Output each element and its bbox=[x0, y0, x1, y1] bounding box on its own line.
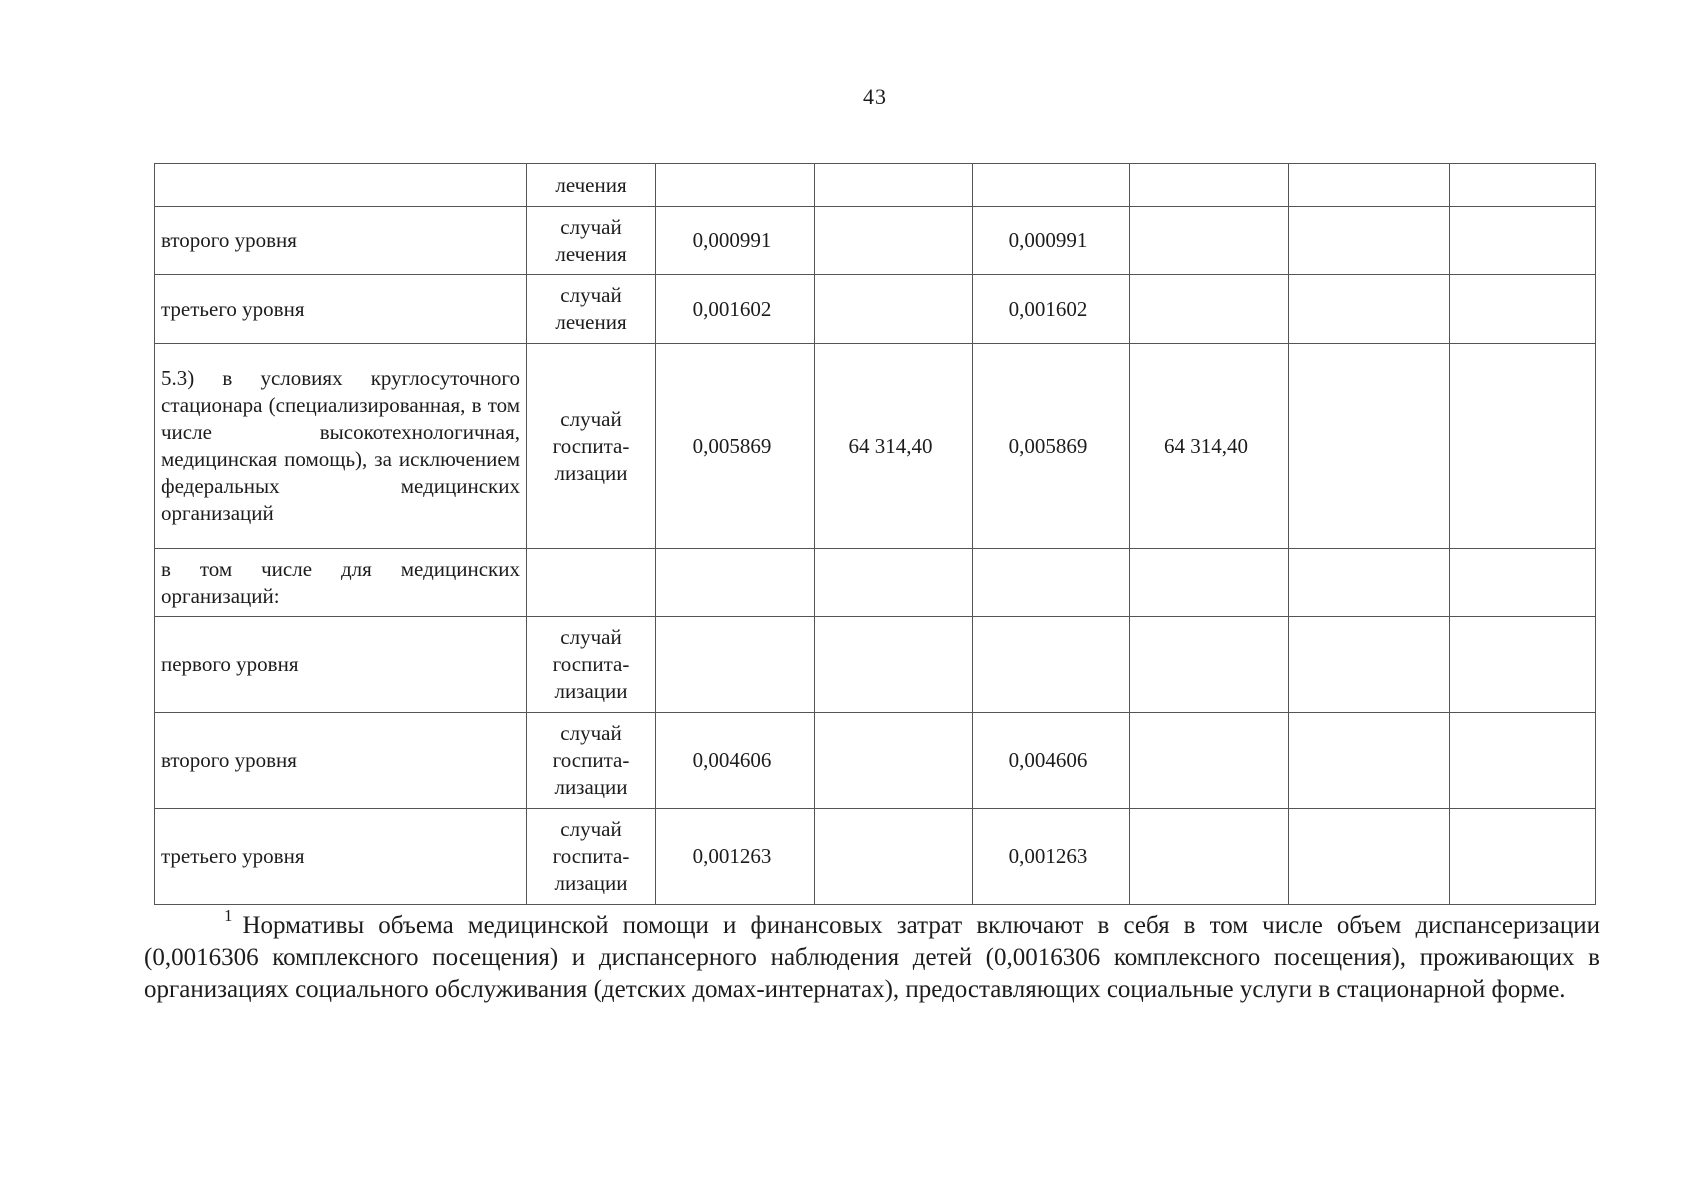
cell-value bbox=[656, 549, 815, 617]
cell-value bbox=[815, 549, 973, 617]
table-row bbox=[155, 164, 1596, 207]
row-label: 5.3) в условиях круглосуточного стационара (специализированная, в том числе высокотехнологичная, медицинская помощь), за исключением федеральных медицинских организаций bbox=[155, 344, 527, 549]
cell-value: 0,001602 bbox=[973, 275, 1130, 344]
cell-value bbox=[1450, 207, 1596, 275]
row-label: второго уровня bbox=[155, 713, 527, 809]
cell-value bbox=[1130, 617, 1289, 713]
table-row bbox=[155, 275, 1596, 344]
row-unit: случай лечения bbox=[527, 207, 656, 275]
cell-value bbox=[1450, 275, 1596, 344]
footnote bbox=[144, 900, 1600, 1006]
row-unit: случай госпита-лизации bbox=[527, 344, 656, 549]
row-unit: случай лечения bbox=[527, 275, 656, 344]
page-number: 43 bbox=[863, 84, 887, 109]
cell-value: 0,000991 bbox=[973, 207, 1130, 275]
norms-table bbox=[154, 163, 1596, 905]
cell-value bbox=[1289, 809, 1450, 905]
cell-value bbox=[973, 549, 1130, 617]
cell-value bbox=[1450, 549, 1596, 617]
cell-value bbox=[656, 164, 815, 207]
cell-value: 0,005869 bbox=[656, 344, 815, 549]
cell-value: 64 314,40 bbox=[815, 344, 973, 549]
table-row bbox=[155, 617, 1596, 713]
cell-value bbox=[656, 617, 815, 713]
cell-value bbox=[1450, 344, 1596, 549]
cell-value bbox=[1289, 275, 1450, 344]
cell-value bbox=[1130, 207, 1289, 275]
table-row bbox=[155, 549, 1596, 617]
cell-value bbox=[1450, 809, 1596, 905]
cell-value bbox=[1130, 549, 1289, 617]
table-row bbox=[155, 713, 1596, 809]
row-unit: случай госпита-лизации bbox=[527, 713, 656, 809]
cell-value bbox=[973, 617, 1130, 713]
cell-value bbox=[1289, 164, 1450, 207]
row-label: третьего уровня bbox=[155, 809, 527, 905]
cell-value bbox=[815, 809, 973, 905]
cell-value bbox=[1289, 344, 1450, 549]
table-row bbox=[155, 207, 1596, 275]
cell-value bbox=[1289, 713, 1450, 809]
table-row bbox=[155, 344, 1596, 549]
cell-value: 0,000991 bbox=[656, 207, 815, 275]
cell-value: 64 314,40 bbox=[1130, 344, 1289, 549]
cell-value: 0,004606 bbox=[973, 713, 1130, 809]
row-label: второго уровня bbox=[155, 207, 527, 275]
cell-value bbox=[1289, 207, 1450, 275]
row-label bbox=[155, 164, 527, 207]
row-unit: лечения bbox=[527, 164, 656, 207]
cell-value bbox=[1450, 713, 1596, 809]
footnote-marker: 1 bbox=[224, 906, 233, 925]
cell-value bbox=[1130, 713, 1289, 809]
cell-value: 0,001263 bbox=[973, 809, 1130, 905]
cell-value: 0,004606 bbox=[656, 713, 815, 809]
row-unit: случай госпита-лизации bbox=[527, 617, 656, 713]
cell-value bbox=[1289, 617, 1450, 713]
cell-value bbox=[1450, 164, 1596, 207]
cell-value bbox=[1130, 809, 1289, 905]
cell-value bbox=[815, 713, 973, 809]
row-unit bbox=[527, 549, 656, 617]
cell-value bbox=[815, 275, 973, 344]
row-unit: случай госпита-лизации bbox=[527, 809, 656, 905]
table-row bbox=[155, 809, 1596, 905]
cell-value: 0,001263 bbox=[656, 809, 815, 905]
cell-value bbox=[1289, 549, 1450, 617]
cell-value bbox=[815, 617, 973, 713]
cell-value bbox=[1450, 617, 1596, 713]
cell-value bbox=[1130, 164, 1289, 207]
cell-value bbox=[1130, 275, 1289, 344]
cell-value: 0,001602 bbox=[656, 275, 815, 344]
cell-value bbox=[815, 164, 973, 207]
row-label: третьего уровня bbox=[155, 275, 527, 344]
row-label: в том числе для медицинских организаций: bbox=[155, 549, 527, 617]
row-label: первого уровня bbox=[155, 617, 527, 713]
footnote-text: Нормативы объема медицинской помощи и финансовых затрат включают в себя в том числе объем диспансеризации (0,0016306 комплексного посещения) и диспансерного наблюдения детей (0,0016306 комплексного посещения), проживающих в организациях социального обслуживания (детских домах-интернатах), предоставляющих социальные услуги в стационарной форме. bbox=[144, 912, 1600, 1003]
cell-value bbox=[973, 164, 1130, 207]
cell-value bbox=[815, 207, 973, 275]
cell-value: 0,005869 bbox=[973, 344, 1130, 549]
